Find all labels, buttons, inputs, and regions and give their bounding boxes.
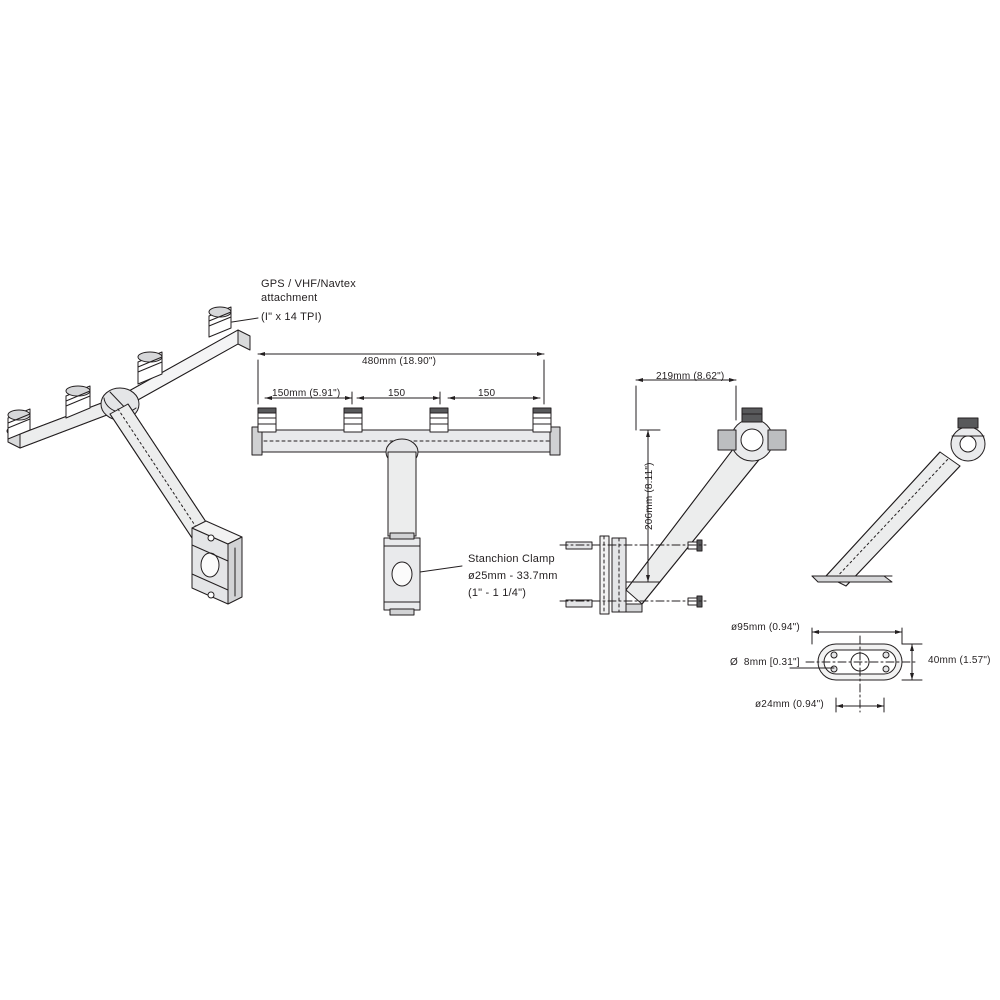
dim-arm-height: 206mm (8.11") (644, 462, 655, 530)
gps-attachment-note-line3: (I" x 14 TPI) (261, 311, 322, 323)
dim-plate-length: ø95mm (0.94") (731, 622, 800, 633)
stanchion-clamp-note-line3: (1" - 1 1/4") (468, 587, 527, 599)
view-isometric-assembly (7, 307, 258, 604)
view-right-isometric (812, 418, 985, 586)
dim-plate-hole-spacing: ø24mm (0.94") (755, 699, 824, 710)
gps-attachment-note-line2: attachment (261, 292, 318, 304)
dim-arm-reach: 219mm (8.62") (656, 371, 725, 382)
gps-attachment-note-line1: GPS / VHF/Navtex (261, 278, 356, 290)
dim-spacing-first: 150mm (5.91") (272, 388, 341, 399)
dim-plate-hole: Ø 8mm [0.31"] (730, 657, 800, 668)
dim-plate-width: 40mm (1.57") (928, 655, 991, 666)
dim-spacing-second: 150 (388, 388, 406, 399)
view-side-elevation (560, 380, 786, 614)
stanchion-clamp-note-line2: ø25mm - 33.7mm (468, 570, 558, 582)
dim-overall-width: 480mm (18.90") (362, 356, 437, 367)
stanchion-clamp-note-line1: Stanchion Clamp (468, 553, 555, 565)
dim-spacing-third: 150 (478, 388, 496, 399)
